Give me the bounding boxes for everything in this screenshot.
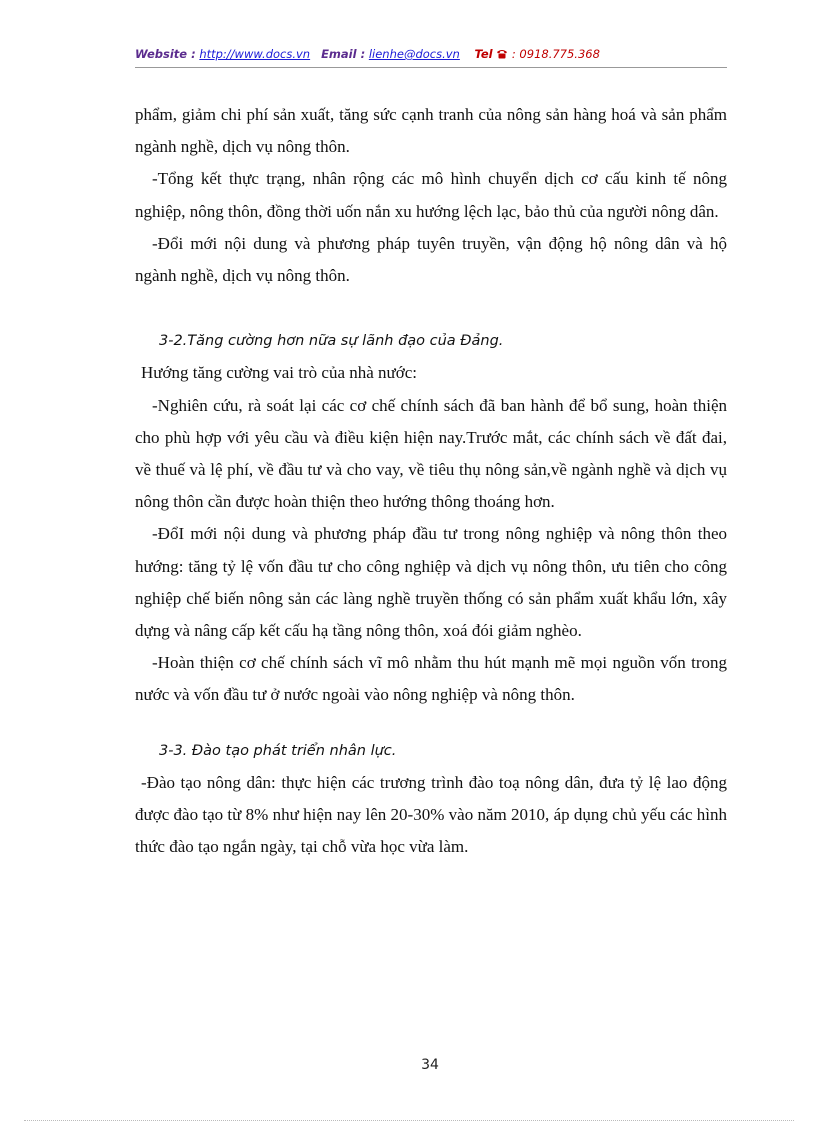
page-header: [135, 47, 600, 61]
page-number: 34: [421, 1057, 439, 1073]
paragraph-investment: -ĐổI mới nội dung và phương pháp đầu tư trong nông nghiệp và nông thôn theo hướng: tăng tỷ lệ vốn đầu tư cho công nghiệp và dịch vụ nông thôn, ưu tiên cho công nghiệp chế biến nông sản các làng nghề truyền thống có sản phẩm xuất khẩu lớn, xây dựng và nâng cấp kết cấu hạ tầng nông thôn, xoá đói giảm nghèo.: [135, 524, 727, 641]
header-divider: [135, 67, 727, 68]
website-link[interactable]: http://www.docs.vn: [199, 47, 311, 61]
phone-number: : 0918.775.368: [511, 47, 600, 61]
paragraph-farmer-training: -Đào tạo nông dân: thực hiện các trương trình đào toạ nông dân, đưa tỷ lệ lao động được đào tạo từ 8% như hiện nay lên 20-30% vào năm 2010, áp dụng chủ yếu các hình thức đào tạo ngắn ngày, tại chỗ vừa học vừa làm.: [135, 772, 727, 857]
paragraph-state-role: Hướng tăng cường vai trò của nhà nước:: [141, 363, 418, 383]
tel-label: Tel: [474, 47, 493, 61]
paragraph-policy-review: -Nghiên cứu, rà soát lại các cơ chế chính sách đã ban hành để bổ sung, hoàn thiện cho phù hợp với yêu cầu và điều kiện hiện nay.Trước mắt, các chính sách về đất đai, về thuế và lệ phí, về đầu tư và cho vay, về tiêu thụ nông sản,về ngành nghề và dịch vụ nông thôn cần được hoàn thiện theo hướng thông thoáng hơn.: [135, 395, 727, 512]
page-bottom-border: [24, 1120, 794, 1121]
paragraph-macro-policy: -Hoàn thiện cơ chế chính sách vĩ mô nhằm thu hút mạnh mẽ mọi nguồn vốn trong nước và vốn đầu tư ở nước ngoài vào nông nghiệp và nông thôn.: [135, 653, 727, 705]
website-label: Website :: [135, 47, 196, 61]
paragraph-continuation: phẩm, giảm chi phí sản xuất, tăng sức cạnh tranh của nông sản hàng hoá và sản phẩm ngành nghề, dịch vụ nông thôn.: [135, 105, 727, 157]
section-heading-3-2: 3-2.Tăng cường hơn nữa sự lãnh đạo của Đảng.: [159, 333, 504, 350]
email-label: Email :: [321, 47, 366, 61]
paragraph-propaganda: -Đổi mới nội dung và phương pháp tuyên truyền, vận động hộ nông dân và hộ ngành nghề, dịch vụ nông thôn.: [135, 233, 727, 286]
section-heading-3-3: 3-3. Đào tạo phát triển nhân lực.: [159, 742, 397, 759]
phone-icon: [496, 48, 508, 59]
paragraph-summary: -Tổng kết thực trạng, nhân rộng các mô hình chuyển dịch cơ cấu kinh tế nông nghiệp, nông thôn, đồng thời uốn nắn xu hướng lệch lạc, bảo thủ của người nông dân.: [135, 169, 727, 221]
document-body: [135, 99, 727, 863]
email-link[interactable]: lienhe@docs.vn: [368, 47, 460, 61]
